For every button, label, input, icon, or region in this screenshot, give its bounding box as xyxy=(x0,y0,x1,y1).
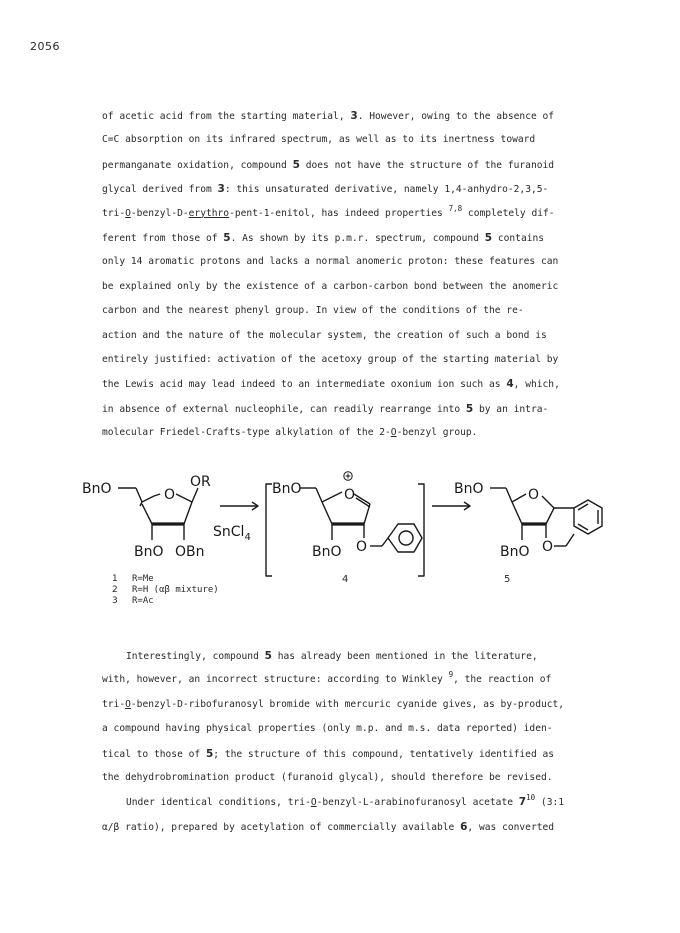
text-line: carbon and the nearest phenyl group. In view of the conditions of the re- xyxy=(102,305,524,317)
text-line: C=C absorption on its infrared spectrum, as well as to its inertness toward xyxy=(102,134,536,146)
compound-label-4: 4 xyxy=(342,574,349,585)
text-line: with, however, an incorrect structure: according to Winkley $^9$, the reaction of xyxy=(102,670,552,686)
product-structure xyxy=(490,488,602,546)
bno-label: BnO xyxy=(500,544,530,560)
bno-label: BnO xyxy=(272,481,302,497)
text-line: ferent from those of 5. As shown by its p.m.r. spectrum, compound 5 contains xyxy=(102,231,545,244)
text-line: entirely justified: activation of the acetoxy group of the starting material by xyxy=(102,353,559,365)
compound-ref: 7 xyxy=(518,796,527,809)
compound-ref: 5 xyxy=(264,650,272,662)
text-line: Interestingly, compound 5 has already been mentioned in the literature, xyxy=(126,650,538,662)
benzyl-oxygen-label: O xyxy=(542,539,554,555)
citation: 10 xyxy=(526,793,536,803)
or-label: OR xyxy=(190,474,211,490)
text-line: the Lewis acid may lead indeed to an intermediate oxonium ion such as 4, which, xyxy=(102,378,560,391)
text-line: α/β ratio), prepared by acetylation of commercially available 6, was converted xyxy=(102,820,555,833)
compound-legend xyxy=(112,574,219,607)
compound-ref: 3 xyxy=(350,110,358,122)
compound-ref: 5 xyxy=(223,231,231,244)
text-line: action and the nature of the molecular system, the creation of such a bond is xyxy=(102,329,547,341)
text-line: in absence of external nucleophile, can readily rearrange into 5 by an intra- xyxy=(102,402,549,415)
compound-ref: 5 xyxy=(484,231,493,244)
bno-label: BnO xyxy=(454,481,484,497)
reagent-label: SnCl$_4$ xyxy=(213,524,251,543)
text-line: glycal derived from 3: this unsaturated derivative, namely 1,4-anhydro-2,3,5- xyxy=(102,183,549,196)
legend-row: 3 R=Ac xyxy=(112,596,154,606)
compound-ref: 6 xyxy=(460,820,468,833)
text-line: only 14 aromatic protons and lacks a normal anomeric proton: these features can xyxy=(102,256,559,268)
starting-material-structure xyxy=(118,488,198,540)
bno-label: BnO xyxy=(134,544,164,560)
compound-label-5: 5 xyxy=(504,574,511,585)
benzyl-oxygen-label: O xyxy=(356,539,368,555)
text-line: the dehydrobromination product (furanoid glycal), should therefore be revised. xyxy=(102,771,553,783)
reaction-scheme xyxy=(80,466,620,626)
text-line: of acetic acid from the starting material, 3. However, owing to the absence of xyxy=(102,110,555,122)
text-line: molecular Friedel-Crafts-type alkylation of the 2-O-benzyl group. xyxy=(102,427,478,439)
text-line: Under identical conditions, tri-O-benzyl-L-arabinofuranosyl acetate $7^{10}$ (3:1 xyxy=(126,793,565,809)
bno-label: BnO xyxy=(312,544,342,560)
compound-ref: 5 xyxy=(465,402,474,415)
text-line: tri-O-benzyl-D-ribofuranosyl bromide with mercuric cyanide gives, as by-product, xyxy=(102,698,565,710)
compound-ref: 5 xyxy=(205,747,214,760)
bno-label: BnO xyxy=(82,481,112,497)
paragraph-1 xyxy=(102,104,602,445)
text-line: be explained only by the existence of a carbon-carbon bond between the anomeric xyxy=(102,280,559,292)
obn-label: OBn xyxy=(175,544,205,560)
text-line: a compound having physical properties (only m.p. and m.s. data reported) iden- xyxy=(102,723,553,735)
ring-oxygen-label: O xyxy=(528,487,540,503)
paragraph-2 xyxy=(102,644,602,839)
page-number: 2056 xyxy=(30,40,60,53)
citation: 7,8 xyxy=(448,203,463,213)
legend-row: 2 R=H (αβ mixture) xyxy=(112,585,219,595)
text-line: tri-O-benzyl-D-erythro-pent-1-enitol, has indeed properties $^{7,8}$ completely dif- xyxy=(102,203,555,219)
text-line: permanganate oxidation, compound 5 does not have the structure of the furanoid xyxy=(102,158,555,171)
citation: 9 xyxy=(448,670,454,680)
text-line: tical to those of 5; the structure of this compound, tentatively identified as xyxy=(102,747,555,760)
legend-row: 1 R=Me xyxy=(112,574,154,584)
compound-ref: 3 xyxy=(217,183,225,196)
compound-ref: 4 xyxy=(506,378,514,391)
oxonium-oxygen-label: O xyxy=(344,487,356,503)
ring-oxygen-label: O xyxy=(164,487,176,503)
compound-ref: 5 xyxy=(292,158,300,171)
